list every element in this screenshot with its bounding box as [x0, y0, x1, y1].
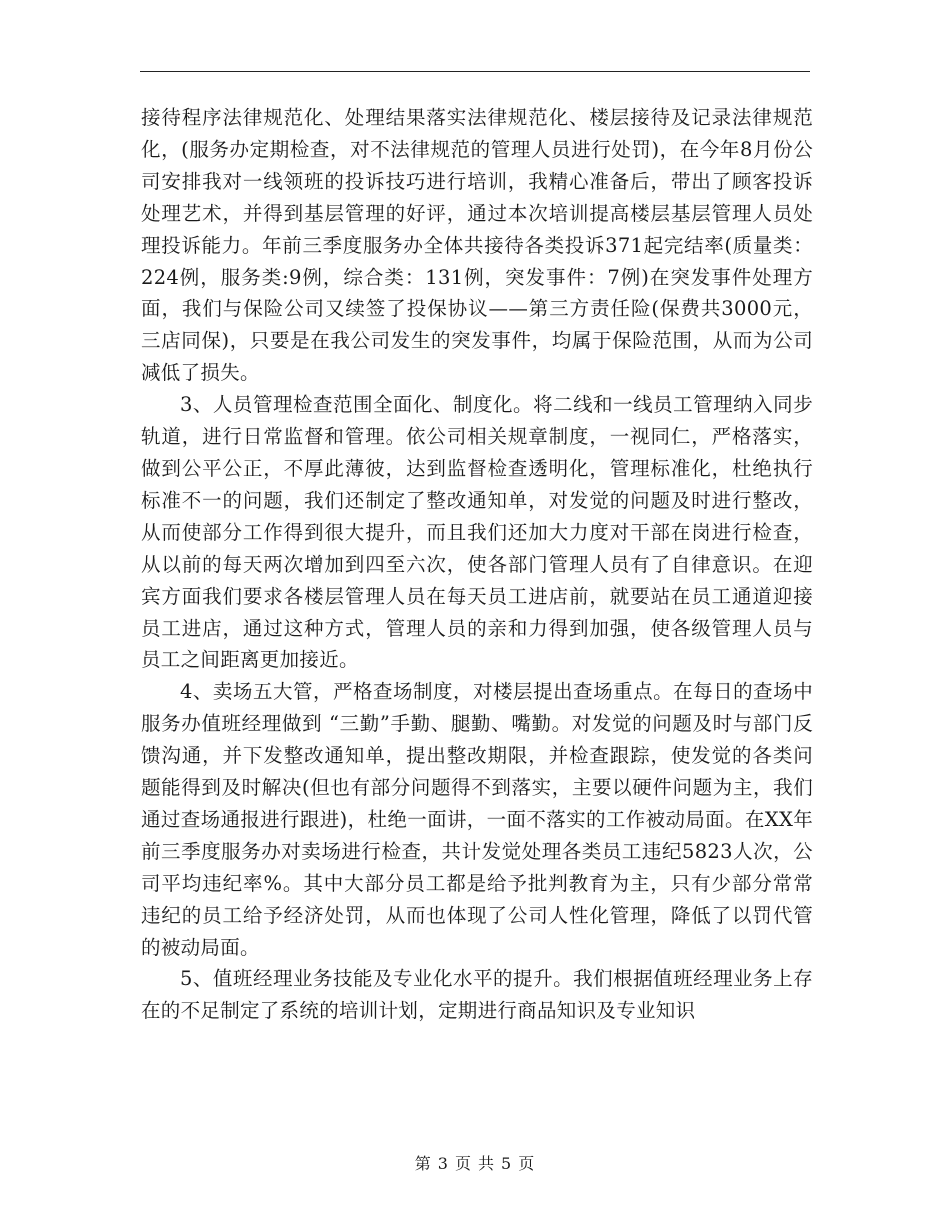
footer-total-pages: 5 [501, 1154, 513, 1173]
paragraph-4: 5、值班经理业务技能及专业化水平的提升。我们根据值班经理业务上存在的不足制定了系统的培训计划，定期进行商品知识及专业知识 [141, 967, 813, 1023]
footer-page-label: 页 [454, 1154, 472, 1173]
footer-total-prefix: 共 [478, 1154, 496, 1173]
footer-page-number: 3 [437, 1154, 449, 1173]
paragraph-1: 接待程序法律规范化、处理结果落实法律规范化、楼层接待及记录法律规范化，(服务办定期检查，对不法律规范的管理人员进行处罚)，在今年8月份公司安排我对一线领班的投诉技巧进行培训，我精心准备后，带出了顾客投诉处理艺术，并得到基层管理的好评，通过本次培训提高楼层基层管理人员处理投诉能力。年前三季度服务办全体共接待各类投诉371起完结率(质量类：224例，服务类:9例，综合类：131例，突发事件：7例)在突发事件处理方面，我们与保险公司又续签了投保协议——第三方责任险(保费共3000元，三店同保)，只要是在我公司发生的突发事件，均属于保险范围，从而为公司减低了损失。 [141, 106, 813, 385]
document-body [141, 102, 813, 1027]
page-footer [0, 1153, 950, 1175]
paragraph-3: 4、卖场五大管，严格查场制度，对楼层提出查场重点。在每日的查场中服务办值班经理做到 “三勤”手勤、腿勤、嘴勤。对发觉的问题及时与部门反馈沟通，并下发整改通知单，提出整改期限，并检查跟踪，使发觉的各类问题能得到及时解决(但也有部分问题得不到落实，主要以硬件问题为主，我们通过查场通报进行跟进)，杜绝一面讲，一面不落实的工作被动局面。在XX年前三季度服务办对卖场进行检查，共计发觉处理各类员工违纪5823人次，公司平均违纪率%。其中大部分员工都是给予批判教育为主，只有少部分常常违纪的员工给予经济处罚，从而也体现了公司人性化管理，降低了以罚代管的被动局面。 [141, 680, 813, 959]
footer-total-label: 页 [518, 1154, 536, 1173]
header-rule [140, 71, 810, 72]
footer-prefix: 第 [414, 1154, 432, 1173]
paragraph-2: 3、人员管理检查范围全面化、制度化。将二线和一线员工管理纳入同步轨道，进行日常监督和管理。依公司相关规章制度，一视同仁，严格落实，做到公平公正，不厚此薄彼，达到监督检查透明化，管理标准化，杜绝执行标准不一的问题，我们还制定了整改通知单，对发觉的问题及时进行整改，从而使部分工作得到很大提升，而且我们还加大力度对干部在岗进行检查，从以前的每天两次增加到四至六次，使各部门管理人员有了自律意识。在迎宾方面我们要求各楼层管理人员在每天员工进店前，就要站在员工通道迎接员工进店，通过这种方式，管理人员的亲和力得到加强，使各级管理人员与员工之间距离更加接近。 [141, 393, 813, 672]
